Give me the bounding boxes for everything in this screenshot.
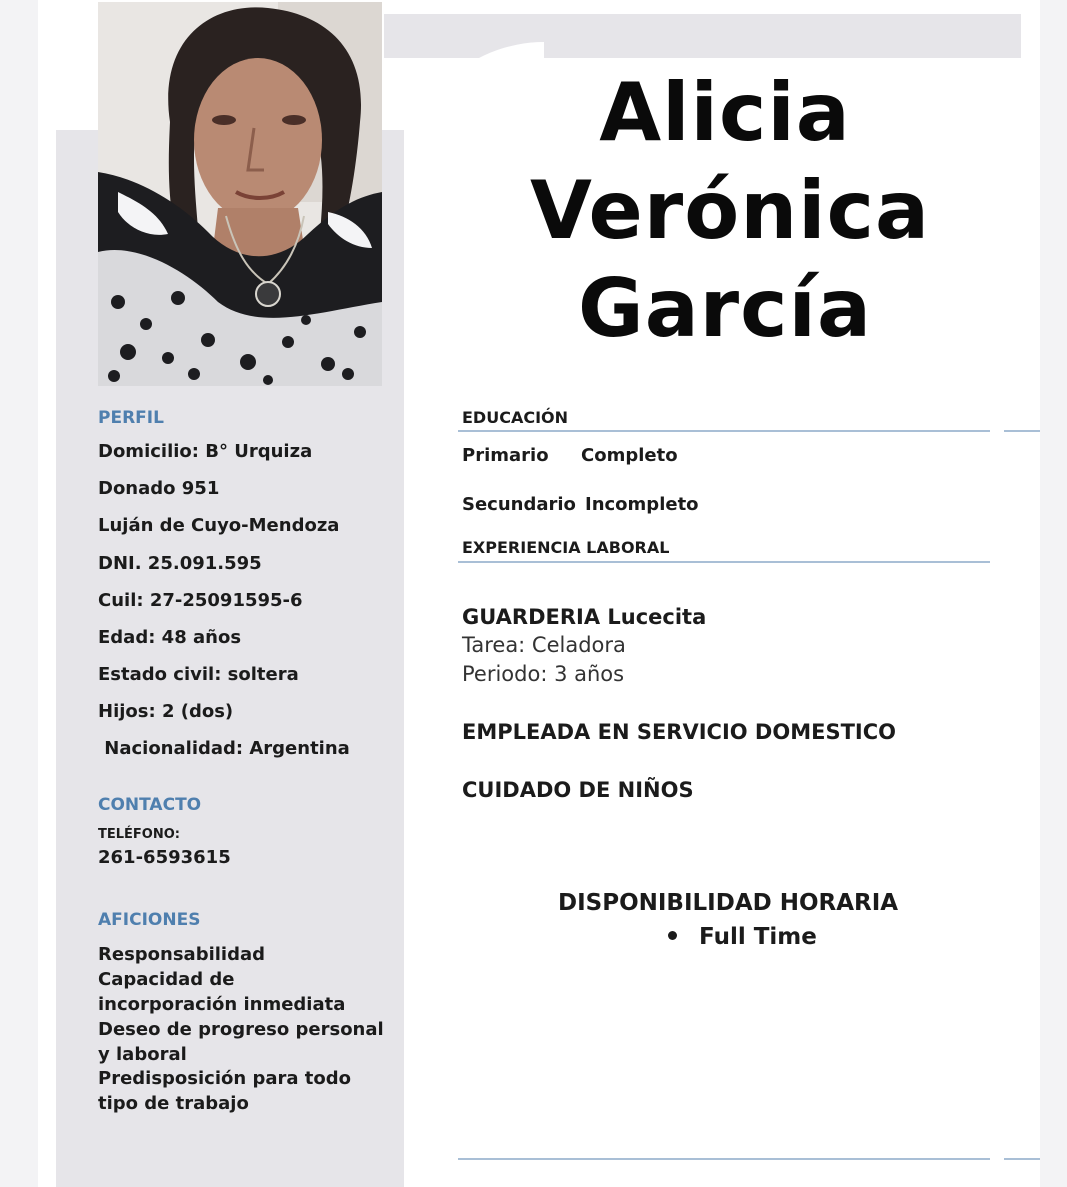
education-secondary-status: Incompleto <box>585 494 699 515</box>
education-rule-end <box>1004 430 1040 432</box>
profile-photo <box>98 2 382 386</box>
hobby-line: Capacidad de <box>98 969 235 990</box>
contact-heading: CONTACTO <box>98 795 202 815</box>
hobby-line: tipo de trabajo <box>98 1093 249 1114</box>
name-last: García <box>578 262 872 355</box>
header-band <box>384 14 1021 58</box>
hobbies-heading: AFICIONES <box>98 910 201 930</box>
education-heading: EDUCACIÓN <box>462 408 569 427</box>
job-period: Periodo: 3 años <box>462 662 625 686</box>
job-employer: GUARDERIA Lucecita <box>462 605 707 629</box>
portrait-photo-icon <box>98 2 382 386</box>
education-primary-status: Completo <box>581 445 678 466</box>
footer-rule <box>458 1158 990 1160</box>
hobby-line: incorporación inmediata <box>98 994 346 1015</box>
phone-label: TELÉFONO: <box>98 827 180 842</box>
availability-value: Full Time <box>699 924 817 950</box>
candidate-name <box>530 64 930 358</box>
hobby-line: Deseo de progreso personal <box>98 1019 384 1040</box>
header-curve <box>404 42 544 182</box>
name-first: Alicia <box>599 66 851 159</box>
hobby-line: Predisposición para todo <box>98 1068 352 1089</box>
job-domestic-service: EMPLEADA EN SERVICIO DOMESTICO <box>462 720 896 744</box>
experience-rule <box>458 561 990 563</box>
experience-heading: EXPERIENCIA LABORAL <box>462 538 670 557</box>
page-margin-left <box>0 0 38 1187</box>
profile-line-age: Edad: 48 años <box>98 627 242 648</box>
education-primary-level: Primario <box>462 445 549 466</box>
hobby-line: y laboral <box>98 1044 187 1065</box>
profile-line-children: Hijos: 2 (dos) <box>98 701 234 722</box>
profile-line-nationality: Nacionalidad: Argentina <box>98 738 350 759</box>
profile-line-address: Domicilio: B° Urquiza <box>98 441 313 462</box>
education-rule <box>458 430 990 432</box>
profile-line-dni: DNI. 25.091.595 <box>98 553 262 574</box>
profile-line-cuil: Cuil: 27-25091595-6 <box>98 590 303 611</box>
name-middle: Verónica <box>530 164 930 257</box>
job-childcare: CUIDADO DE NIÑOS <box>462 778 694 802</box>
education-secondary-level: Secundario <box>462 494 576 515</box>
availability-heading: DISPONIBILIDAD HORARIA <box>558 890 899 916</box>
profile-line-marital-status: Estado civil: soltera <box>98 664 299 685</box>
hobby-line: Responsabilidad <box>98 944 266 965</box>
footer-rule-end <box>1004 1158 1040 1160</box>
profile-line-city: Luján de Cuyo-Mendoza <box>98 515 340 536</box>
phone-value[interactable]: 261-6593615 <box>98 847 231 868</box>
sidebar-corner <box>56 0 98 130</box>
profile-heading: PERFIL <box>98 408 164 428</box>
page-margin-right <box>1040 0 1067 1187</box>
bullet-icon <box>668 931 677 940</box>
profile-line-street: Donado 951 <box>98 478 220 499</box>
job-task: Tarea: Celadora <box>462 633 626 657</box>
availability-item <box>668 924 817 950</box>
